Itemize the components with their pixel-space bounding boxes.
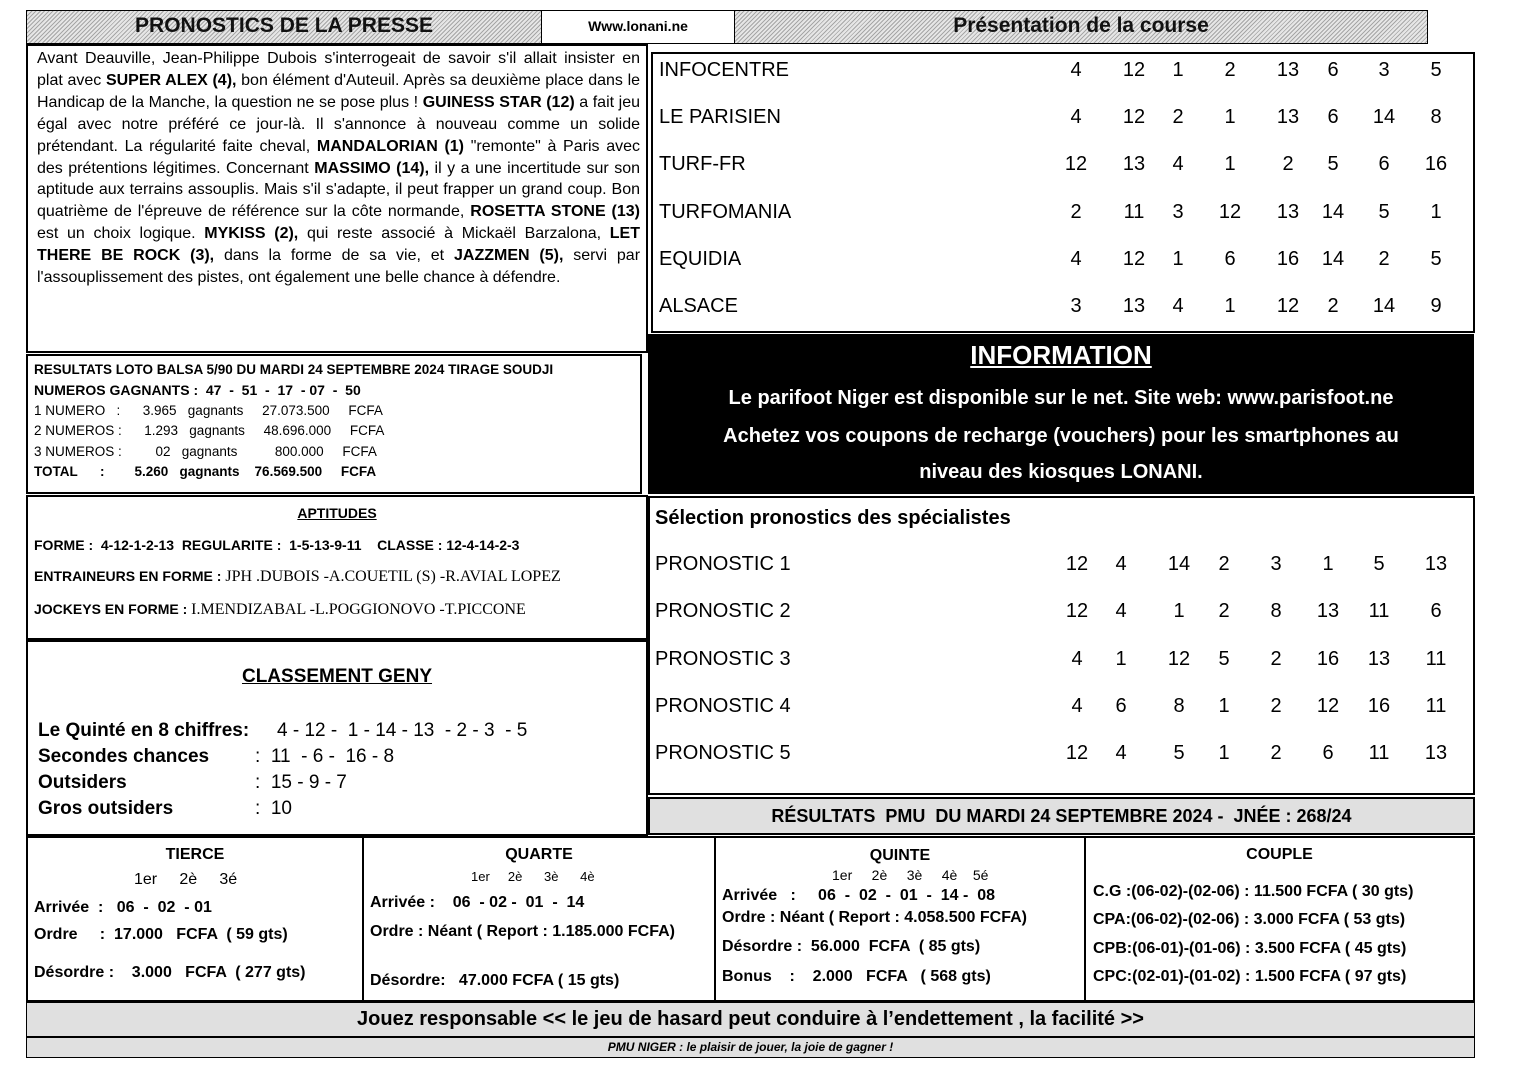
information-box xyxy=(648,334,1474,494)
pronostic-number: 1 xyxy=(1218,694,1230,717)
pronostic-row-name: PRONOSTIC 3 xyxy=(655,647,791,670)
pronostic-number: 11 xyxy=(1368,742,1390,765)
press-row-name: EQUIDIA xyxy=(659,247,742,270)
press-number: 16 xyxy=(1276,247,1300,270)
press-number: 12 xyxy=(1218,200,1242,223)
tierce-box xyxy=(26,836,364,1002)
article-segment: Avant Deauville, Jean-Philippe Dubois s'interrogeait de savoir s'il allait insister en plat avec xyxy=(37,50,640,89)
pronostic-number: 14 xyxy=(1167,553,1191,575)
pronostic-number: 2 xyxy=(1270,742,1282,765)
slogan-banner xyxy=(26,1037,1475,1058)
article-segment: "remonte" à Paris avec des prétentions légitimes. Concernant xyxy=(37,137,641,177)
press-number: 5 xyxy=(1327,153,1339,176)
press-number: 5 xyxy=(1430,59,1442,81)
couple-box xyxy=(1084,836,1475,1002)
press-number: 6 xyxy=(1224,247,1236,270)
pronostic-number: 1 xyxy=(1115,647,1127,670)
tierce-arrivee: Arrivée : 06 - 02 - 01 xyxy=(34,899,212,916)
quarte-desordre: Désordre: 47.000 FCFA ( 15 gts) xyxy=(370,972,620,989)
pronostic-number: 2 xyxy=(1218,600,1230,623)
pronostic-number: 11 xyxy=(1425,647,1447,670)
pronostic-number: 2 xyxy=(1218,553,1230,575)
press-number: 2 xyxy=(1172,106,1184,129)
pronostic-number: 13 xyxy=(1424,553,1448,575)
press-number: 12 xyxy=(1064,153,1088,176)
responsible-banner xyxy=(26,1002,1475,1037)
loto-results xyxy=(26,354,642,494)
press-number: 13 xyxy=(1122,153,1146,176)
pronostic-number: 16 xyxy=(1316,647,1340,670)
press-number: 13 xyxy=(1276,106,1300,129)
pronostic-row-name: PRONOSTIC 1 xyxy=(655,553,791,575)
quarte-ordre: Ordre : Néant ( Report : 1.185.000 FCFA) xyxy=(370,923,675,940)
pronostic-number: 3 xyxy=(1270,553,1282,575)
pmu-results-header xyxy=(648,797,1475,835)
horse-name: MANDALORIAN (1) xyxy=(316,137,465,155)
press-row-name: TURFOMANIA xyxy=(659,200,792,223)
geny-label-1: Le Quinté en 8 chiffres: xyxy=(38,720,250,741)
pronostic-number: 6 xyxy=(1322,742,1334,765)
quinte-desordre: Désordre : 56.000 FCFA ( 85 gts) xyxy=(722,938,981,955)
pronostic-number: 6 xyxy=(1115,694,1127,717)
press-number: 9 xyxy=(1430,295,1442,317)
geny-label-3: Outsiders xyxy=(38,772,127,793)
information-title: INFORMATION xyxy=(970,340,1152,370)
horse-name: MYKISS (2), xyxy=(204,225,299,243)
pronostic-number: 2 xyxy=(1270,647,1282,670)
pronostic-row-name: PRONOSTIC 5 xyxy=(655,742,791,765)
aptitudes-title: APTITUDES xyxy=(297,505,377,521)
couple-cpa: CPA:(06-02)-(02-06) : 3.000 FCFA ( 53 gts) xyxy=(1093,911,1406,928)
press-number: 3 xyxy=(1378,59,1390,81)
pronostic-number: 11 xyxy=(1368,600,1390,623)
pronostic-number: 13 xyxy=(1316,600,1340,623)
couple-cg: C.G :(06-02)-(02-06) : 11.500 FCFA ( 30 gts) xyxy=(1093,883,1414,900)
press-row-name: TURF-FR xyxy=(659,153,746,176)
tierce-ordre: Ordre : 17.000 FCFA ( 59 gts) xyxy=(34,926,288,943)
pronostic-number: 4 xyxy=(1071,647,1083,670)
press-number: 5 xyxy=(1378,200,1390,223)
press-number: 16 xyxy=(1424,153,1448,176)
quinte-arrivee: Arrivée : 06 - 02 - 01 - 14 - 08 xyxy=(722,887,996,904)
geny-row-4 xyxy=(38,798,173,820)
pronostic-number: 5 xyxy=(1173,742,1185,765)
press-number: 3 xyxy=(1172,200,1184,223)
quinte-title: QUINTE xyxy=(869,847,931,864)
press-number: 6 xyxy=(1378,153,1390,176)
loto-title: RESULTATS LOTO BALSA 5/90 DU MARDI 24 SEPTEMBRE 2024 TIRAGE SOUDJI xyxy=(34,362,554,377)
press-number: 2 xyxy=(1070,200,1082,223)
geny-box xyxy=(26,640,648,836)
pronostic-row-name: PRONOSTIC 4 xyxy=(655,694,791,717)
press-number: 14 xyxy=(1372,295,1396,317)
article-segment: est un choix logique. xyxy=(37,225,205,243)
jockeys-label: JOCKEYS EN FORME : xyxy=(34,601,192,617)
press-number: 12 xyxy=(1122,247,1146,270)
press-number: 12 xyxy=(1276,295,1300,317)
pronostic-number: 12 xyxy=(1065,600,1089,623)
article-segment: a fait jeu égal avec notre préféré ce jour-là. Il s'annonce à nouveau comme un solide prétendant. La régularité faite cheval, xyxy=(37,93,641,155)
selection-title: Sélection pronostics des spécialistes xyxy=(655,507,1011,529)
press-number: 6 xyxy=(1327,59,1339,81)
press-number: 2 xyxy=(1282,153,1294,176)
press-number: 13 xyxy=(1276,59,1300,81)
press-number: 1 xyxy=(1172,59,1184,81)
slogan-text: PMU NIGER : le plaisir de jouer, la joie de gagner ! xyxy=(607,1040,894,1054)
horse-name: GUINESS STAR (12) xyxy=(422,93,575,111)
press-number: 14 xyxy=(1321,200,1345,223)
race-header xyxy=(734,10,1428,44)
pronostic-number: 8 xyxy=(1173,694,1185,717)
press-row-name: INFOCENTRE xyxy=(659,59,789,81)
entraineurs-label: ENTRAINEURS EN FORME : xyxy=(34,568,226,584)
press-number: 1 xyxy=(1224,106,1236,129)
pronostic-row-name: PRONOSTIC 2 xyxy=(655,600,791,623)
quinte-ordre: Ordre : Néant ( Report : 4.058.500 FCFA) xyxy=(722,909,1027,926)
press-number: 1 xyxy=(1224,153,1236,176)
press-number: 11 xyxy=(1123,200,1145,223)
quinte-bonus: Bonus : 2.000 FCFA ( 568 gts) xyxy=(722,968,991,985)
geny-row-2 xyxy=(38,746,209,768)
geny-row-1 xyxy=(38,720,249,742)
loto-row-3: 3 NUMEROS : 02 gagnants 800.000 FCFA xyxy=(34,444,377,459)
press-number: 1 xyxy=(1224,295,1236,317)
horse-name: JAZZMEN (5), xyxy=(453,247,564,265)
horse-name: ROSETTA STONE (13) xyxy=(470,203,641,221)
geny-label-2: Secondes chances xyxy=(38,746,210,767)
press-number: 4 xyxy=(1070,247,1082,270)
quarte-box xyxy=(362,836,716,1002)
pronostic-number: 12 xyxy=(1065,742,1089,765)
quarte-arrivee: Arrivée : 06 - 02 - 01 - 14 xyxy=(370,894,585,911)
jockeys-value: I.MENDIZABAL -L.POGGIONOVO -T.PICCONE xyxy=(191,601,526,618)
press-number: 1 xyxy=(1430,200,1442,223)
geny-label-4: Gros outsiders xyxy=(38,798,174,819)
information-line-1: Le parifoot Niger est disponible sur le net. Site web: www.parisfoot.ne xyxy=(728,387,1394,409)
press-number: 4 xyxy=(1172,153,1184,176)
pronostic-number: 5 xyxy=(1373,553,1385,575)
couple-title: COUPLE xyxy=(1246,846,1313,863)
press-number: 2 xyxy=(1224,59,1236,81)
press-number: 8 xyxy=(1430,106,1442,129)
press-predictions-table xyxy=(651,52,1475,333)
pronostic-number: 12 xyxy=(1167,647,1191,670)
press-number: 14 xyxy=(1321,247,1345,270)
tierce-places: 1er 2è 3é xyxy=(134,871,238,888)
quarte-places: 1er 2è 3è 4è xyxy=(471,869,595,884)
pmu-results-title: RÉSULTATS PMU DU MARDI 24 SEPTEMBRE 2024 - JNÉE : 268/24 xyxy=(771,806,1352,826)
loto-total: TOTAL : 5.260 gagnants 76.569.500 FCFA xyxy=(34,464,377,479)
entraineurs-row xyxy=(34,568,561,586)
press-number: 4 xyxy=(1172,295,1184,317)
pronostic-number: 13 xyxy=(1367,647,1391,670)
pronostic-number: 12 xyxy=(1065,553,1089,575)
press-row-name: ALSACE xyxy=(659,295,738,317)
article-segment: bon élément d'Auteuil. Après sa deuxième place dans le Handicap de la Manche, la question ne se pose plus ! xyxy=(37,71,641,111)
pronostic-number: 4 xyxy=(1115,742,1127,765)
press-article xyxy=(26,44,648,353)
geny-title: CLASSEMENT GENY xyxy=(241,666,433,687)
pronostic-number: 12 xyxy=(1316,694,1340,717)
entraineurs-value: JPH .DUBOIS -A.COUETIL (S) -R.AVIAL LOPEZ xyxy=(225,568,561,585)
couple-cpb: CPB:(06-01)-(01-06) : 3.500 FCFA ( 45 gts) xyxy=(1093,940,1407,957)
press-number: 12 xyxy=(1122,106,1146,129)
aptitudes-box xyxy=(26,495,648,640)
horse-name: MASSIMO (14), xyxy=(314,159,430,177)
information-line-2: Achetez vos coupons de recharge (vouchers) pour les smartphones au xyxy=(723,425,1399,447)
article-segment: il y a une incertitude sur son aptitude aux terrains assouplis. Mais s'il s'adapte, il peut frapper un grand coup. Bon quatrième de l'épreuve de référence sur la côte normande, xyxy=(37,159,640,221)
information-line-3: niveau des kiosques LONANI. xyxy=(919,461,1203,483)
geny-row-3 xyxy=(38,772,127,794)
pronostic-number: 1 xyxy=(1173,600,1185,623)
tierce-desordre: Désordre : 3.000 FCFA ( 277 gts) xyxy=(34,964,306,981)
press-title: PRONOSTICS DE LA PRESSE xyxy=(135,14,433,37)
press-number: 6 xyxy=(1327,106,1339,129)
article-segment: qui reste associé à Mickaël Barzalona, xyxy=(298,225,610,243)
pronostic-number: 8 xyxy=(1270,600,1282,623)
quarte-title: QUARTE xyxy=(505,846,573,863)
pronostic-number: 5 xyxy=(1218,647,1230,670)
press-number: 13 xyxy=(1276,200,1300,223)
press-header xyxy=(26,10,542,44)
article-segment: dans la forme de sa vie, et xyxy=(214,247,454,265)
pronostic-number: 4 xyxy=(1115,553,1127,575)
press-number: 2 xyxy=(1327,295,1339,317)
responsible-text: Jouez responsable << le jeu de hasard peut conduire à l’endettement , la facilité >> xyxy=(357,1008,1144,1030)
aptitudes-forme: FORME : 4-12-1-2-13 REGULARITE : 1-5-13-9-11 CLASSE : 12-4-14-2-3 xyxy=(34,537,520,553)
website-link[interactable]: Www.lonani.ne xyxy=(588,18,688,34)
geny-value-1: 4 - 12 - 1 - 14 - 13 - 2 - 3 - 5 xyxy=(277,720,528,741)
tierce-title: TIERCE xyxy=(165,846,225,863)
press-number: 1 xyxy=(1172,247,1184,270)
press-number: 2 xyxy=(1378,247,1390,270)
press-article-text xyxy=(28,46,646,289)
pronostic-number: 2 xyxy=(1270,694,1282,717)
pronostic-number: 4 xyxy=(1071,694,1083,717)
press-number: 4 xyxy=(1070,59,1082,81)
press-number: 12 xyxy=(1122,59,1146,81)
press-number: 5 xyxy=(1430,247,1442,270)
pronostic-number: 6 xyxy=(1430,600,1442,623)
loto-row-1: 1 NUMERO : 3.965 gagnants 27.073.500 FCFA xyxy=(34,403,383,418)
press-number: 4 xyxy=(1070,106,1082,129)
loto-row-2: 2 NUMEROS : 1.293 gagnants 48.696.000 FCFA xyxy=(34,423,385,438)
pronostic-number: 4 xyxy=(1115,600,1127,623)
race-title: Présentation de la course xyxy=(953,14,1209,37)
press-number: 3 xyxy=(1070,295,1082,317)
pronostic-number: 1 xyxy=(1322,553,1334,575)
horse-name: SUPER ALEX (4), xyxy=(105,71,237,89)
couple-cpc: CPC:(02-01)-(01-02) : 1.500 FCFA ( 97 gts) xyxy=(1093,968,1407,985)
geny-value-4: : 10 xyxy=(255,798,292,819)
press-row-name: LE PARISIEN xyxy=(659,106,781,129)
press-number: 14 xyxy=(1372,106,1396,129)
horse-name: LET THERE BE ROCK (3), xyxy=(37,225,640,265)
pronostic-number: 16 xyxy=(1367,694,1391,717)
loto-winning-numbers: NUMEROS GAGNANTS : 47 - 51 - 17 - 07 - 50 xyxy=(34,382,361,398)
pronostic-number: 11 xyxy=(1425,694,1447,717)
article-segment: servi par l'assouplissement des pistes, ont également une belle chance à défendre. xyxy=(37,247,641,287)
pronostic-number: 13 xyxy=(1424,742,1448,765)
jockeys-row xyxy=(34,601,526,619)
website-box xyxy=(541,10,735,44)
geny-value-3: : 15 - 9 - 7 xyxy=(255,772,347,793)
quinte-box xyxy=(714,836,1086,1002)
quinte-places: 1er 2è 3è 4è 5é xyxy=(832,867,989,883)
selection-box xyxy=(648,496,1475,795)
press-number: 13 xyxy=(1122,295,1146,317)
geny-value-2: : 11 - 6 - 16 - 8 xyxy=(255,746,395,767)
pronostic-number: 1 xyxy=(1218,742,1230,765)
